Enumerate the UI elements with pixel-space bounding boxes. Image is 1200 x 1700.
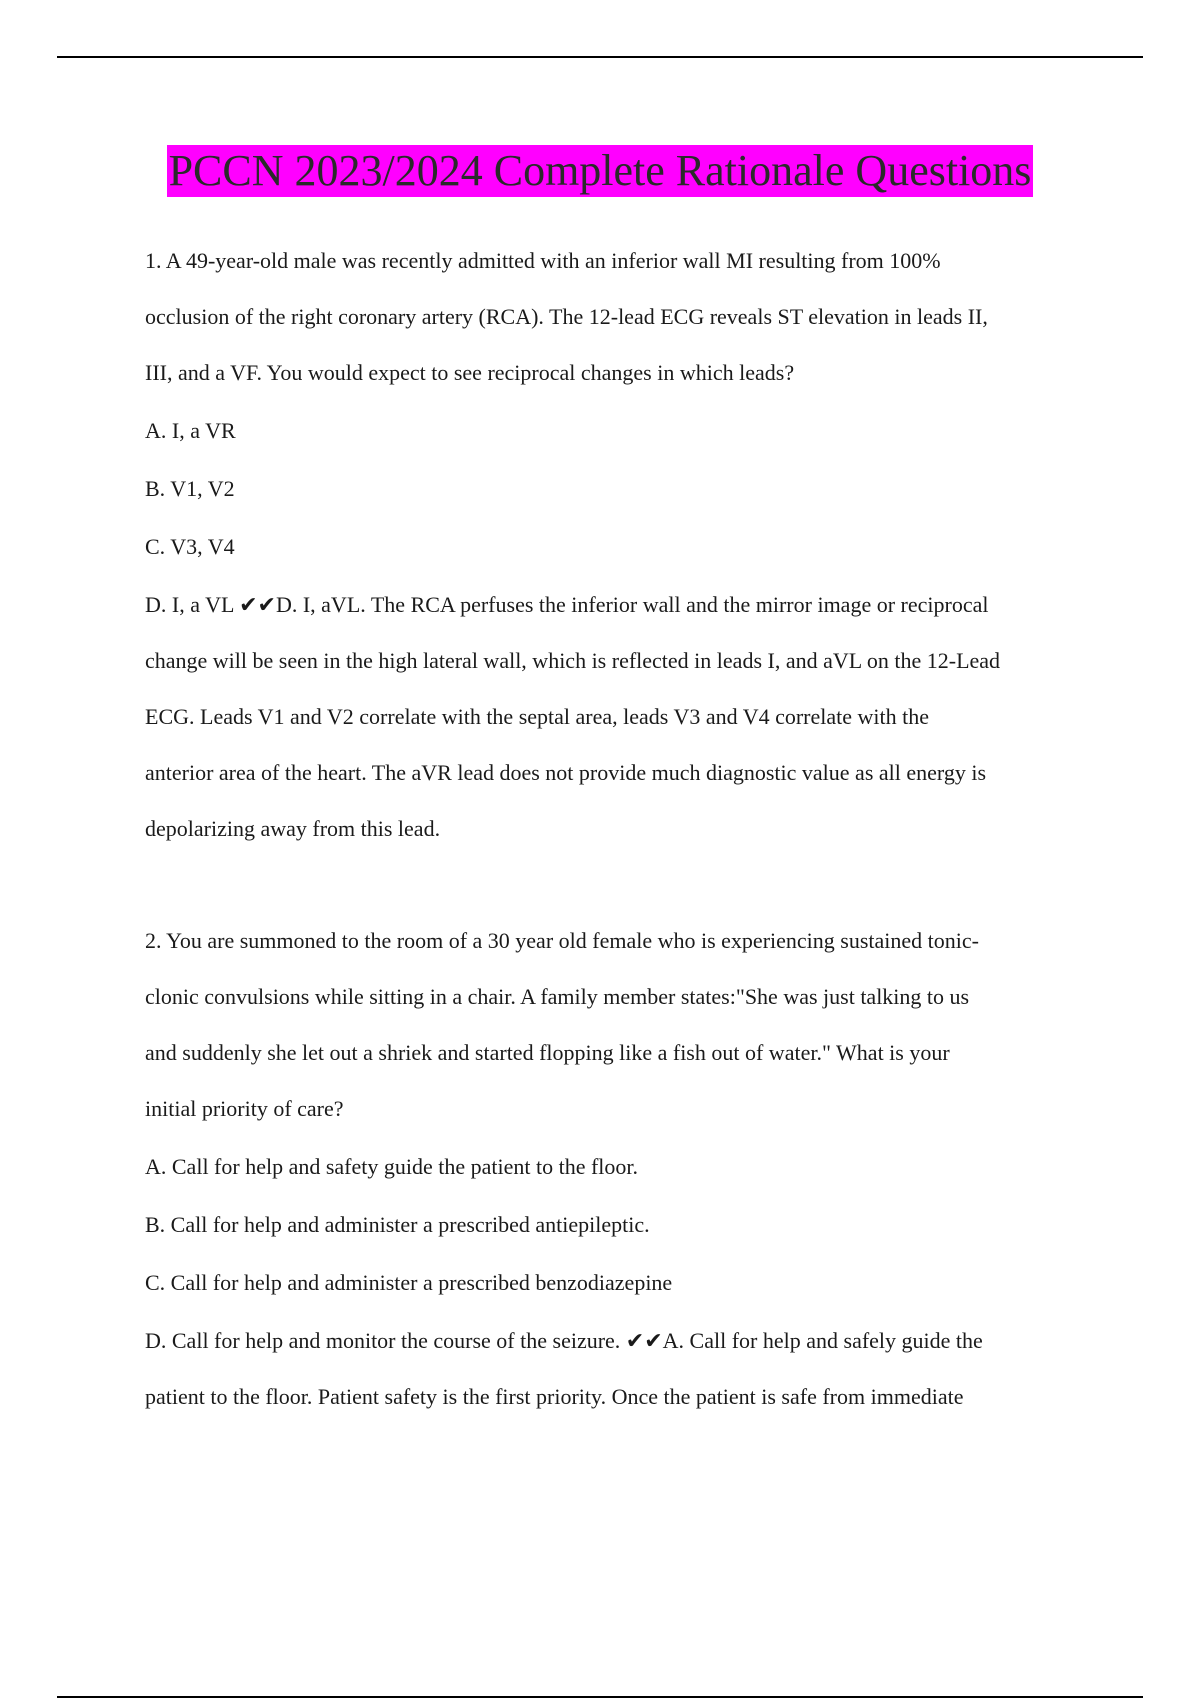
option-a: A. Call for help and safety guide the patient to the floor. (145, 1154, 639, 1179)
question-stem-line: clonic convulsions while sitting in a chair. A family member states:"She was just talking to us (145, 984, 970, 1009)
question-stem-line: 1. A 49-year-old male was recently admitted with an inferior wall MI resulting from 100% (145, 248, 941, 273)
question-stem-line: occlusion of the right coronary artery (RCA). The 12-lead ECG reveals ST elevation in leads II, (145, 304, 988, 329)
answer-rationale-line: D. Call for help and monitor the course of the seizure. ✔✔A. Call for help and safely guide the (145, 1328, 983, 1353)
answer-rationale-line: anterior area of the heart. The aVR lead does not provide much diagnostic value as all energy is (145, 760, 987, 785)
document-title: PCCN 2023/2024 Complete Rationale Questions (168, 146, 1032, 195)
header-rule (57, 56, 1143, 58)
option-c: C. V3, V4 (145, 534, 235, 559)
footer-rule (57, 1696, 1143, 1698)
question-1 (145, 247, 1095, 843)
answer-rationale-line: change will be seen in the high lateral wall, which is reflected in leads I, and aVL on the 12-Lead (145, 648, 1001, 673)
option-a: A. I, a VR (145, 418, 236, 443)
question-stem-line: 2. You are summoned to the room of a 30 year old female who is experiencing sustained tonic- (145, 928, 979, 953)
question-stem-line: and suddenly she let out a shriek and started flopping like a fish out of water." What is your (145, 1040, 950, 1065)
question-stem-line: III, and a VF. You would expect to see reciprocal changes in which leads? (145, 360, 795, 385)
option-c: C. Call for help and administer a prescribed benzodiazepine (145, 1270, 673, 1295)
document-body (145, 247, 1095, 1411)
answer-rationale-line: ECG. Leads V1 and V2 correlate with the septal area, leads V3 and V4 correlate with the (145, 704, 930, 729)
question-stem-line: initial priority of care? (145, 1096, 344, 1121)
answer-rationale-line: patient to the floor. Patient safety is the first priority. Once the patient is safe from immediate (145, 1384, 964, 1409)
option-b: B. V1, V2 (145, 476, 235, 501)
title-container (0, 145, 1200, 197)
answer-rationale-line: depolarizing away from this lead. (145, 816, 441, 841)
option-b: B. Call for help and administer a prescribed antiepileptic. (145, 1212, 650, 1237)
question-2 (145, 927, 1095, 1411)
answer-rationale-line: D. I, a VL ✔✔D. I, aVL. The RCA perfuses the inferior wall and the mirror image or reciprocal (145, 592, 989, 617)
